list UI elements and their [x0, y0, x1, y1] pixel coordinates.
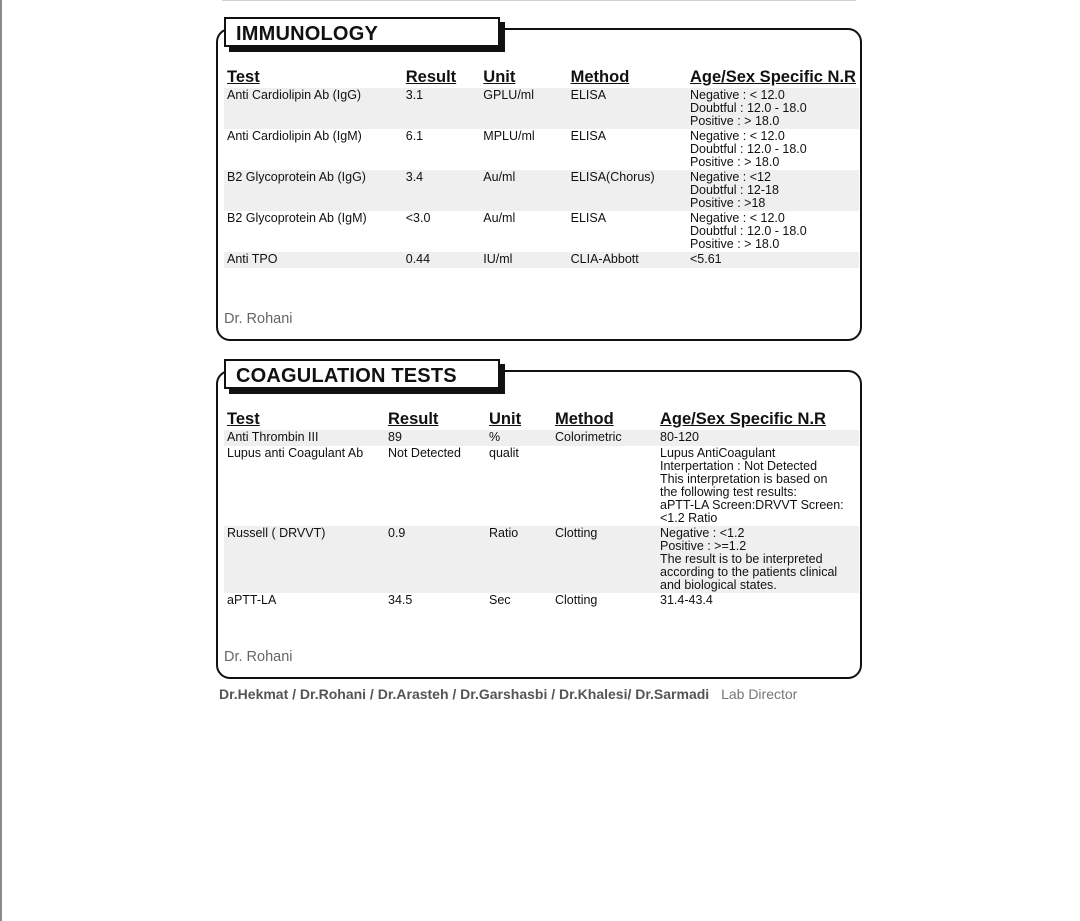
normal-range-line: The result is to be interpreted	[660, 551, 823, 566]
test-name: aPTT-LA	[224, 593, 385, 609]
unit: qualit	[486, 446, 552, 526]
normal-range-line: Positive : > 18.0	[689, 114, 780, 128]
result-value: 89	[385, 430, 486, 446]
section-title-immunology: IMMUNOLOGY	[224, 17, 500, 47]
normal-range	[657, 593, 859, 609]
test-name: Anti Cardiolipin Ab (IgM)	[224, 129, 403, 170]
header-method: Method	[555, 410, 614, 428]
header-test: Test	[227, 410, 260, 428]
table-row	[224, 170, 859, 211]
test-name: B2 Glycoprotein Ab (IgG)	[224, 170, 403, 211]
table-row	[224, 430, 859, 446]
normal-range	[687, 129, 859, 170]
unit: Sec	[486, 593, 552, 609]
header-result: Result	[405, 68, 457, 86]
method: ELISA	[568, 211, 687, 252]
normal-range-line: Interpertation : Not Detected	[660, 458, 818, 473]
result-value: 3.4	[403, 170, 481, 211]
normal-range-line: according to the patients clinical	[660, 564, 838, 579]
result-value: 34.5	[385, 593, 486, 609]
normal-range-line: Negative : < 12.0	[689, 211, 785, 225]
normal-range-line: Negative : <12	[689, 170, 771, 184]
coagulation-results-table	[224, 410, 859, 608]
header-unit: Unit	[483, 68, 516, 86]
result-value: 6.1	[403, 129, 481, 170]
table-row	[224, 252, 859, 268]
section-title-coagulation: COAGULATION TESTS	[224, 359, 500, 389]
test-name: Anti TPO	[224, 252, 403, 268]
normal-range-line: Negative : < 12.0	[689, 88, 785, 102]
method	[552, 446, 657, 526]
normal-range-line: <1.2 Ratio	[660, 510, 718, 525]
reviewing-doctor: Dr. Rohani	[224, 649, 293, 665]
header-normal-range: Age/Sex Specific N.R	[689, 68, 856, 86]
test-name: B2 Glycoprotein Ab (IgM)	[224, 211, 403, 252]
immunology-section	[216, 23, 862, 341]
normal-range-line: Positive : > 18.0	[689, 155, 780, 169]
table-header-row	[224, 68, 859, 88]
method: ELISA	[568, 129, 687, 170]
table-header-row	[224, 410, 859, 430]
normal-range-line: 31.4-43.4	[660, 592, 713, 607]
header-method: Method	[570, 68, 630, 86]
normal-range-line: 80-120	[660, 430, 699, 444]
header-unit: Unit	[489, 410, 522, 428]
normal-range	[687, 211, 859, 252]
normal-range	[687, 170, 859, 211]
immunology-results-table	[224, 68, 859, 268]
method: ELISA	[568, 88, 687, 129]
test-name: Lupus anti Coagulant Ab	[224, 446, 385, 526]
unit: IU/ml	[480, 252, 567, 268]
table-row	[224, 446, 859, 526]
method: Clotting	[552, 526, 657, 593]
table-row	[224, 526, 859, 593]
coagulation-section	[216, 365, 862, 679]
method: CLIA-Abbott	[568, 252, 687, 268]
normal-range	[687, 88, 859, 129]
header-test: Test	[227, 68, 260, 86]
method: Clotting	[552, 593, 657, 609]
method: ELISA(Chorus)	[568, 170, 687, 211]
normal-range-line: the following test results:	[660, 484, 797, 499]
normal-range-line: This interpretation is based on	[660, 471, 828, 486]
result-value: 3.1	[403, 88, 481, 129]
normal-range	[687, 252, 859, 268]
table-row	[224, 593, 859, 609]
normal-range-line: Positive : >18	[689, 196, 766, 210]
table-row	[224, 211, 859, 252]
normal-range-line: aPTT-LA Screen:DRVVT Screen:	[660, 497, 844, 512]
normal-range-line: Positive : >=1.2	[660, 538, 747, 553]
lab-director-names: Dr.Hekmat / Dr.Rohani / Dr.Arasteh / Dr.Garshasbi / Dr.Khalesi/ Dr.Sarmadi	[219, 686, 710, 702]
normal-range-line: Doubtful : 12.0 - 18.0	[689, 224, 807, 238]
reviewing-doctor: Dr. Rohani	[224, 311, 293, 327]
header-result: Result	[388, 410, 439, 428]
lab-directors-footer	[219, 686, 863, 702]
normal-range-line: Doubtful : 12.0 - 18.0	[689, 142, 807, 156]
normal-range	[657, 526, 859, 593]
result-value: Not Detected	[385, 446, 486, 526]
unit: Au/ml	[480, 211, 567, 252]
unit: %	[486, 430, 552, 446]
result-value: 0.44	[403, 252, 481, 268]
normal-range-line: Doubtful : 12.0 - 18.0	[689, 101, 807, 115]
table-row	[224, 129, 859, 170]
unit: Au/ml	[480, 170, 567, 211]
normal-range-line: and biological states.	[660, 577, 777, 592]
unit: GPLU/ml	[480, 88, 567, 129]
normal-range-line: Negative : <1.2	[660, 525, 745, 540]
normal-range-line: Negative : < 12.0	[689, 129, 785, 143]
normal-range-line: Positive : > 18.0	[689, 237, 780, 251]
unit: Ratio	[486, 526, 552, 593]
page-top-divider	[222, 0, 856, 1]
result-value: <3.0	[403, 211, 481, 252]
table-row	[224, 88, 859, 129]
test-name: Anti Thrombin III	[224, 430, 385, 446]
method: Colorimetric	[552, 430, 657, 446]
normal-range-line: Lupus AntiCoagulant	[660, 445, 776, 460]
result-value: 0.9	[385, 526, 486, 593]
normal-range-line: Doubtful : 12-18	[689, 183, 779, 197]
lab-director-role: Lab Director	[721, 686, 798, 702]
test-name: Russell ( DRVVT)	[224, 526, 385, 593]
normal-range	[657, 446, 859, 526]
test-name: Anti Cardiolipin Ab (IgG)	[224, 88, 403, 129]
normal-range-line: <5.61	[689, 252, 722, 266]
unit: MPLU/ml	[480, 129, 567, 170]
header-normal-range: Age/Sex Specific N.R	[660, 410, 826, 428]
page-left-border	[0, 0, 2, 921]
normal-range	[657, 430, 859, 446]
